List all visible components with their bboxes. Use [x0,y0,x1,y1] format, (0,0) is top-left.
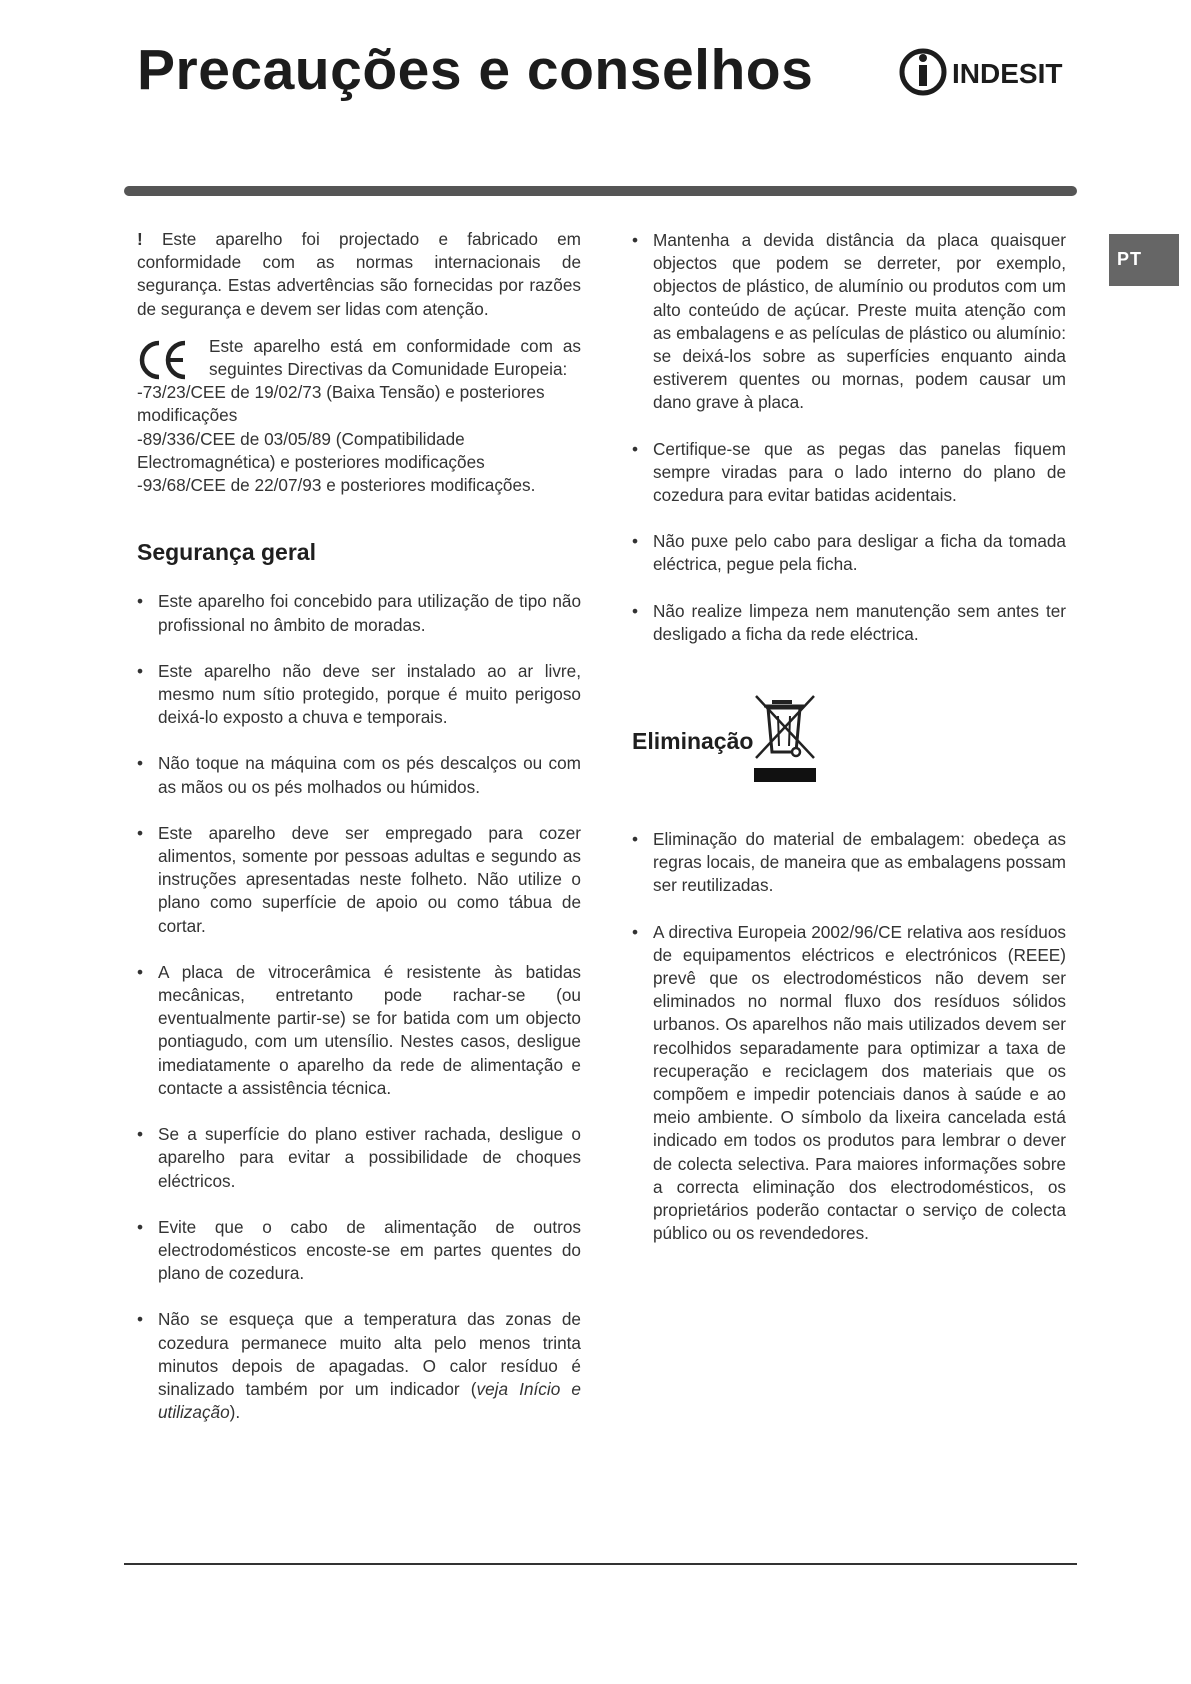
list-item: • Não se esqueça que a temperatura das zonas de cozedura permanece muito alta pelo menos trinta minutos depois de apagadas. O calor resíduo é sinalizado também por um indicador (veja Início e utilização). [137,1308,581,1424]
ce-block [137,335,581,381]
list-item: • Não puxe pelo cabo para desligar a ficha da tomada eléctrica, pegue pela ficha. [632,530,1066,576]
directive-2: -89/336/CEE de 03/05/89 (Compatibilidade Electromagnética) e posteriores modificações [137,428,485,472]
list-item: • Este aparelho não deve ser instalado ao ar livre, mesmo num sítio protegido, porque é muito perigoso deixá-lo exposto a chuva e temporais. [137,660,581,730]
directive-3: -93/68/CEE de 22/07/93 e posteriores modificações. [137,475,536,496]
intro-paragraph: ! Este aparelho foi projectado e fabricado em conformidade com as normas internacionais de segurança. Estas advertências são fornecidas por razões de segurança e devem ser lidas com atenção. [137,229,581,319]
section-heading-eliminacao: Eliminação [632,728,754,755]
list-item: • A directiva Europeia 2002/96/CE relativa aos resíduos de equipamentos eléctricos e electrónicos (REEE) prevê que os electrodomésticos não devem ser eliminados no normal fluxo dos resíduos sólidos urbanos. Os aparelhos não mais utilizados devem ser recolhidos separadamente para optimizar a taxa de recuperação e reciclagem dos materiais que os compõem e impedir potenciais danos à saúde e ao meio ambiente. O símbolo da lixeira cancelada está indicado em todos os produtos para lembrar o dever de colecta selectiva. Para maiores informações sobre a correcta eliminação dos electrodomésticos, os proprietários poderão contactar o serviço de colecta público ou os revendedores. [632,921,1066,1246]
page-title: Precauções e conselhos [137,38,814,102]
list-item: • Certifique-se que as pegas das panelas fiquem sempre viradas para o lado interno do plano de cozedura para evitar batidas acidentais. [632,438,1066,508]
elimination-list [632,828,1066,1245]
left-column [137,228,581,1447]
list-item: • Mantenha a devida distância da placa quaisquer objectos que podem se derreter, por exemplo, objectos de plástico, de alumínio ou produtos com um alto conteúdo de açúcar. Preste muita atenção com as embalagens e as películas de plástico ou alumínio: se deixá-los sobre as superfícies enquanto ainda estiverem quentes ou mornas, podem causar um dano grave à placa. [632,229,1066,415]
warning-mark: ! [137,229,143,249]
crossed-out-bin-icon [754,692,816,782]
indesit-logo [897,46,1077,98]
safety-list-continued [632,229,1066,646]
list-item: • Este aparelho deve ser empregado para cozer alimentos, somente por pessoas adultas e segundo as instruções apresentadas neste folheto. Não utilize o plano como superfície de apoio ou como tábua de cortar. [137,822,581,938]
section-heading-seguranca: Segurança geral [137,539,316,566]
elimination-header [632,692,1066,792]
top-rule [124,186,1077,196]
brand-name: INDESIT [952,58,1063,89]
list-item: • Não toque na máquina com os pés descalços ou com as mãos ou os pés molhados ou húmidos. [137,752,581,798]
list-item: • Eliminação do material de embalagem: obedeça as regras locais, de maneira que as embalagens possam ser reutilizadas. [632,828,1066,898]
list-item: • Não realize limpeza nem manutenção sem antes ter desligado a ficha da rede eléctrica. [632,600,1066,646]
directive-1: -73/23/CEE de 19/02/73 (Baixa Tensão) e posteriores modificações [137,382,545,426]
ce-mark-icon [137,339,191,381]
bottom-rule [124,1563,1077,1565]
safety-list [137,590,581,1424]
language-tab: PT [1109,234,1179,286]
ce-text: Este aparelho está em conformidade com as seguintes Directivas da Comunidade Europeia: [209,335,581,380]
right-column [632,229,1066,1246]
list-item: • A placa de vitrocerâmica é resistente às batidas mecânicas, entretanto pode rachar-se (ou eventualmente partir-se) se for batida com um objecto pontiagudo, com um utensílio. Nestes casos, desligue imediatamente o aparelho da rede de alimentação e contacte a assistência técnica. [137,961,581,1100]
list-item: • Este aparelho foi concebido para utilização de tipo não profissional no âmbito de moradas. [137,590,581,636]
list-item: • Se a superfície do plano estiver rachada, desligue o aparelho para evitar a possibilidade de choques eléctricos. [137,1123,581,1193]
list-item: • Evite que o cabo de alimentação de outros electrodomésticos encoste-se em partes quentes do plano de cozedura. [137,1216,581,1286]
